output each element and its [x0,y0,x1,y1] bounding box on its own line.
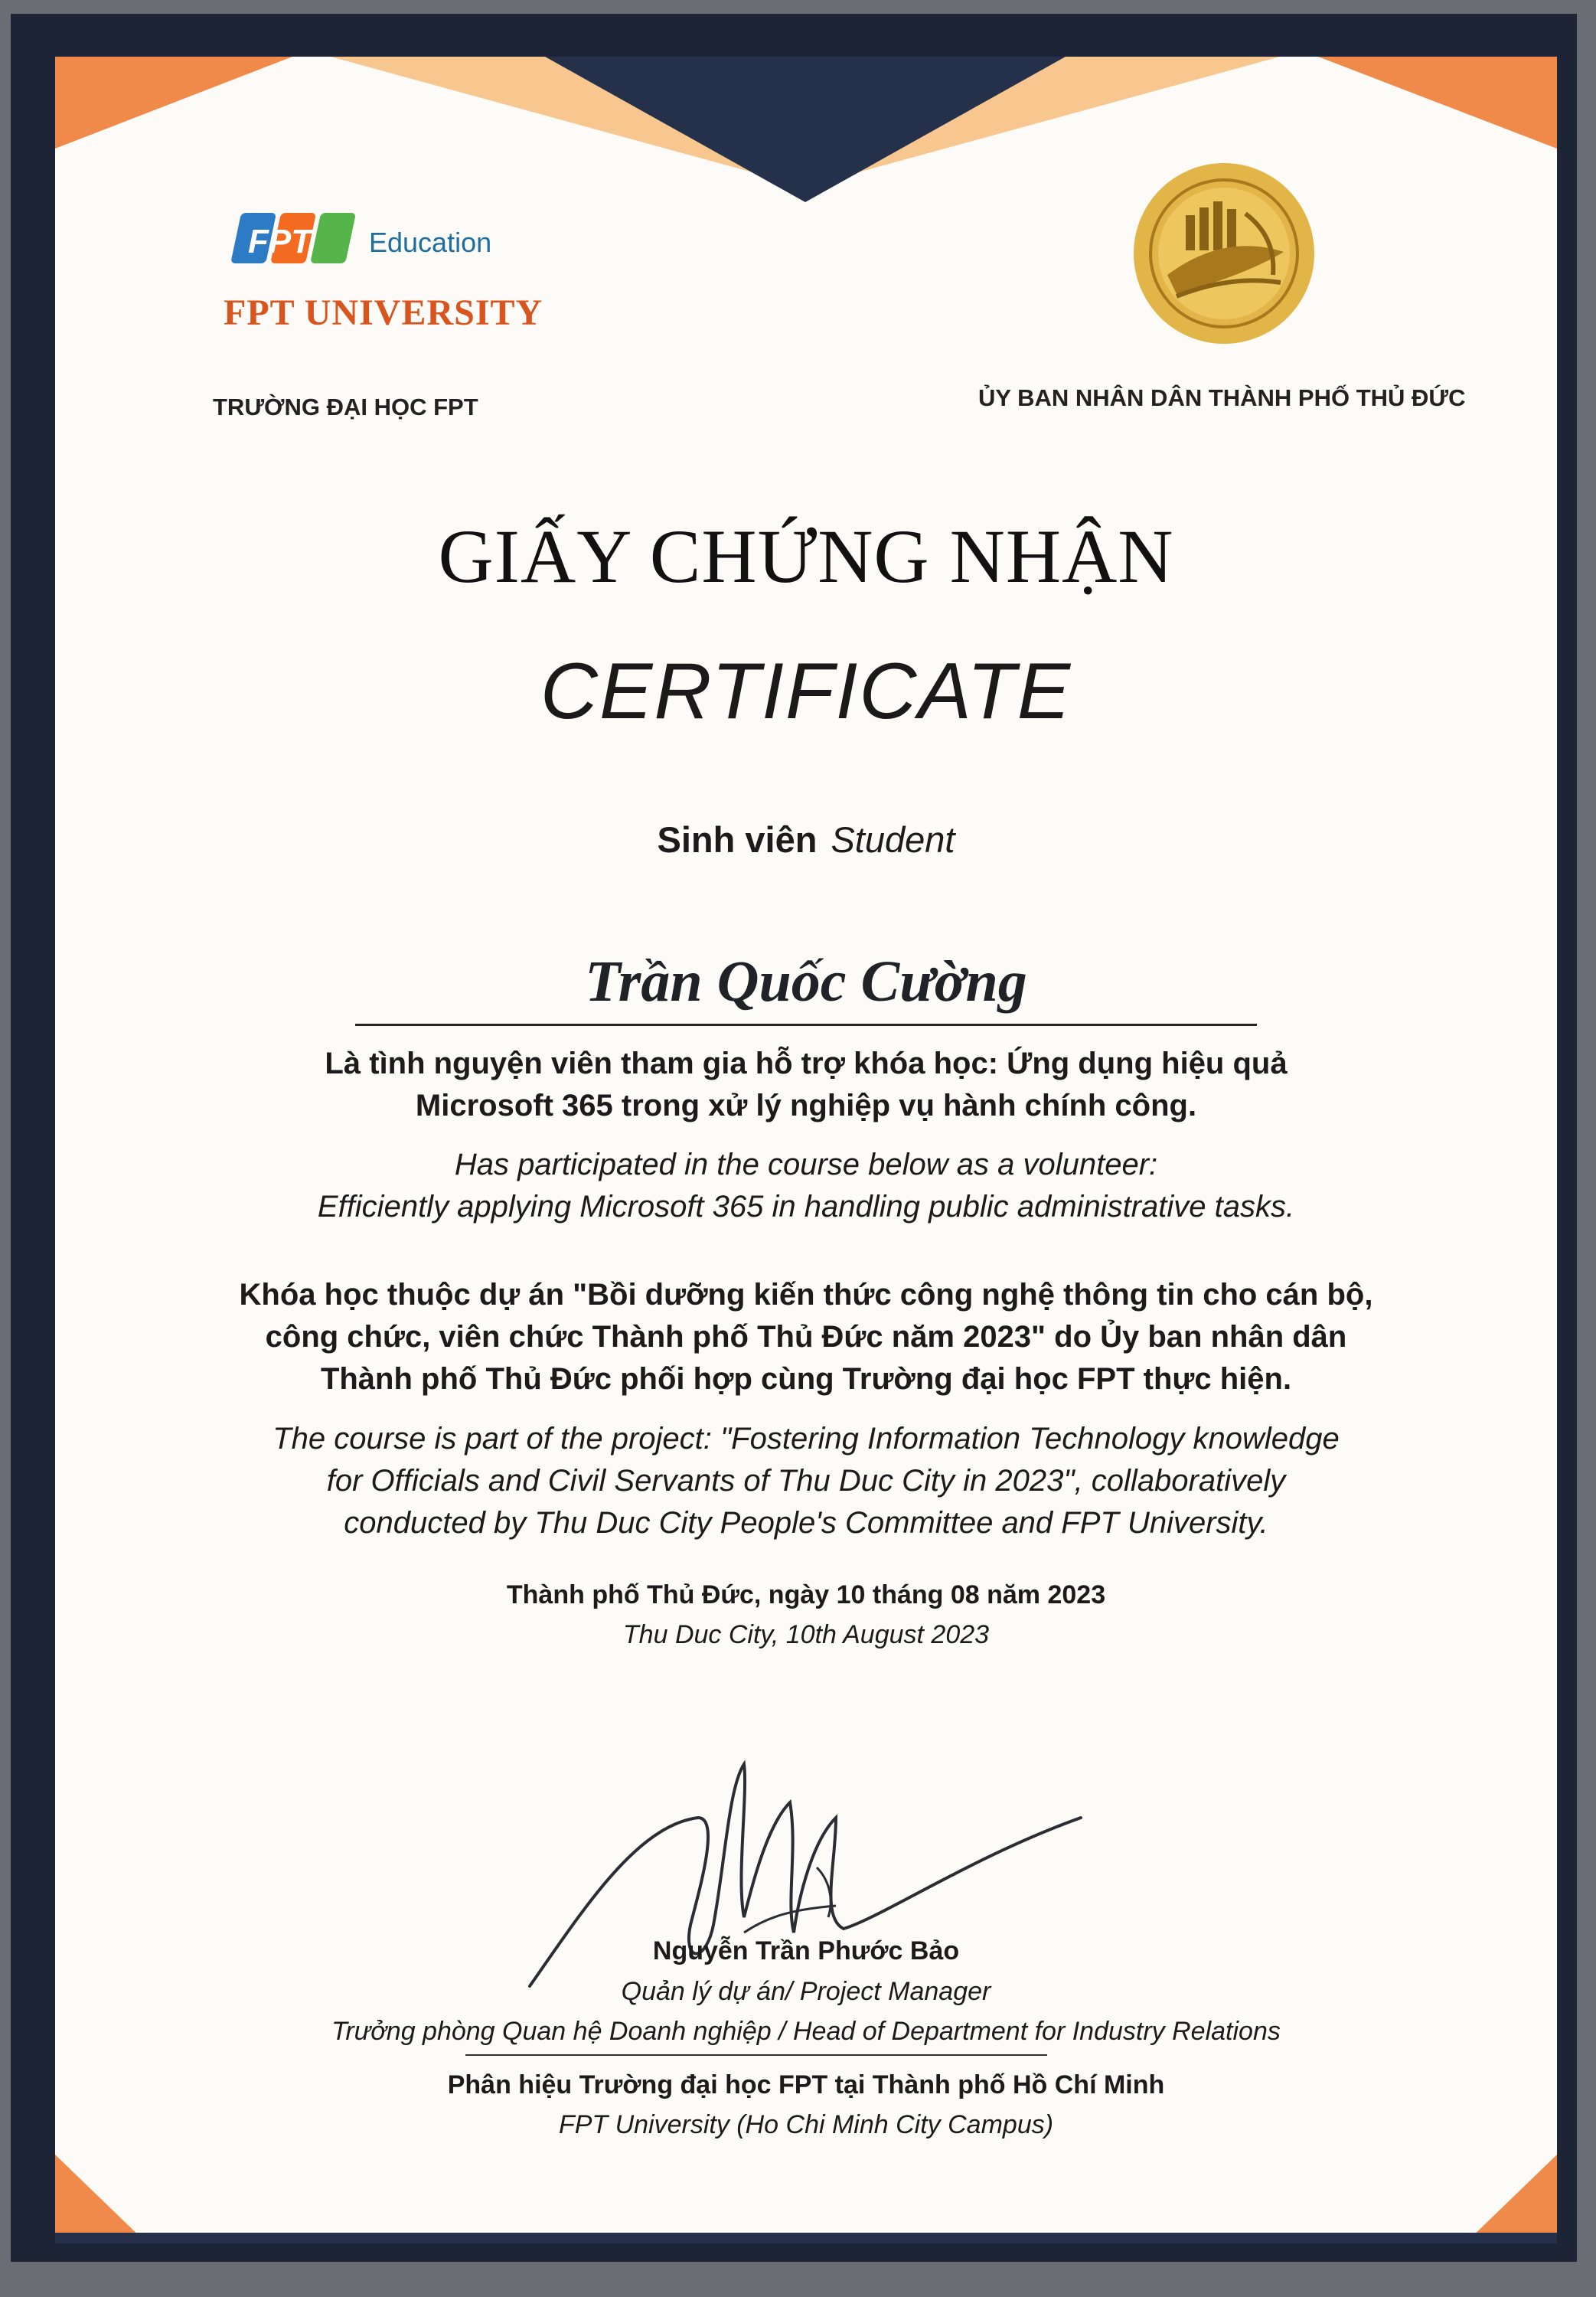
volunteer-statement-vietnamese [55,1043,1557,1127]
fpt-tiles-icon [231,210,361,271]
project-statement-vietnamese [55,1274,1557,1400]
issue-date-english: Thu Duc City, 10th August 2023 [622,1620,990,1649]
text-line: Efficiently applying Microsoft 365 in handling public administrative tasks. [317,1190,1295,1224]
signer-department: Trưởng phòng Quan hệ Doanh nghiệp / Head of Department for Industry Relations [331,2017,1281,2046]
volunteer-statement-english [55,1144,1557,1228]
fpt-tiles-text: FPT [248,223,312,260]
signature-divider [465,2054,1047,2056]
recipient-name: Trần Quốc Cường [585,949,1027,1014]
text-line: Thành phố Thủ Đức phối hợp cùng Trường đại học FPT thực hiện. [320,1362,1292,1396]
logo-education-label: Education [369,227,492,258]
text-line: Là tình nguyện viên tham gia hỗ trợ khóa học: Ứng dụng hiệu quả [325,1047,1288,1080]
text-line: The course is part of the project: "Fostering Information Technology knowledge [273,1422,1340,1456]
campus-vietnamese: Phân hiệu Trường đại học FPT tại Thành phố Hồ Chí Minh [447,2070,1165,2099]
text-line: Microsoft 365 trong xử lý nghiệp vụ hành chính công. [415,1089,1197,1122]
left-organization: TRƯỜNG ĐẠI HỌC FPT [213,394,478,420]
signer-name: Nguyễn Trần Phước Bảo [652,1936,960,1965]
certificate-title-vietnamese: GIẤY CHỨNG NHẬN [438,514,1174,599]
thu-duc-city-seal-icon [1131,160,1318,348]
issue-date-vietnamese: Thành phố Thủ Đức, ngày 10 tháng 08 năm 2023 [506,1580,1106,1609]
certificate-paper [55,57,1557,2243]
recipient-role [55,818,1557,861]
campus-english: FPT University (Ho Chi Minh City Campus) [558,2110,1054,2139]
text-line: conducted by Thu Duc City People's Committee and FPT University. [344,1506,1268,1540]
role-english: Student [831,819,955,860]
project-statement-english [55,1418,1557,1544]
name-underline [355,1024,1257,1026]
fpt-education-logo [224,194,568,348]
university-name: FPT UNIVERSITY [224,292,543,333]
signer-role: Quản lý dự án/ Project Manager [621,1977,991,2006]
text-line: Has participated in the course below as a volunteer: [454,1148,1158,1181]
certificate-frame [11,14,1577,2262]
right-organization: ỦY BAN NHÂN DÂN THÀNH PHỐ THỦ ĐỨC [978,384,1466,411]
text-line: Khóa học thuộc dự án "Bồi dưỡng kiến thức công nghệ thông tin cho cán bộ, [239,1278,1373,1312]
text-line: for Officials and Civil Servants of Thu Duc City in 2023", collaboratively [326,1464,1286,1498]
text-line: công chức, viên chức Thành phố Thủ Đức năm 2023" do Ủy ban nhân dân [265,1320,1347,1354]
role-vietnamese: Sinh viên [657,819,818,860]
certificate-title-english: CERTIFICATE [540,647,1072,736]
